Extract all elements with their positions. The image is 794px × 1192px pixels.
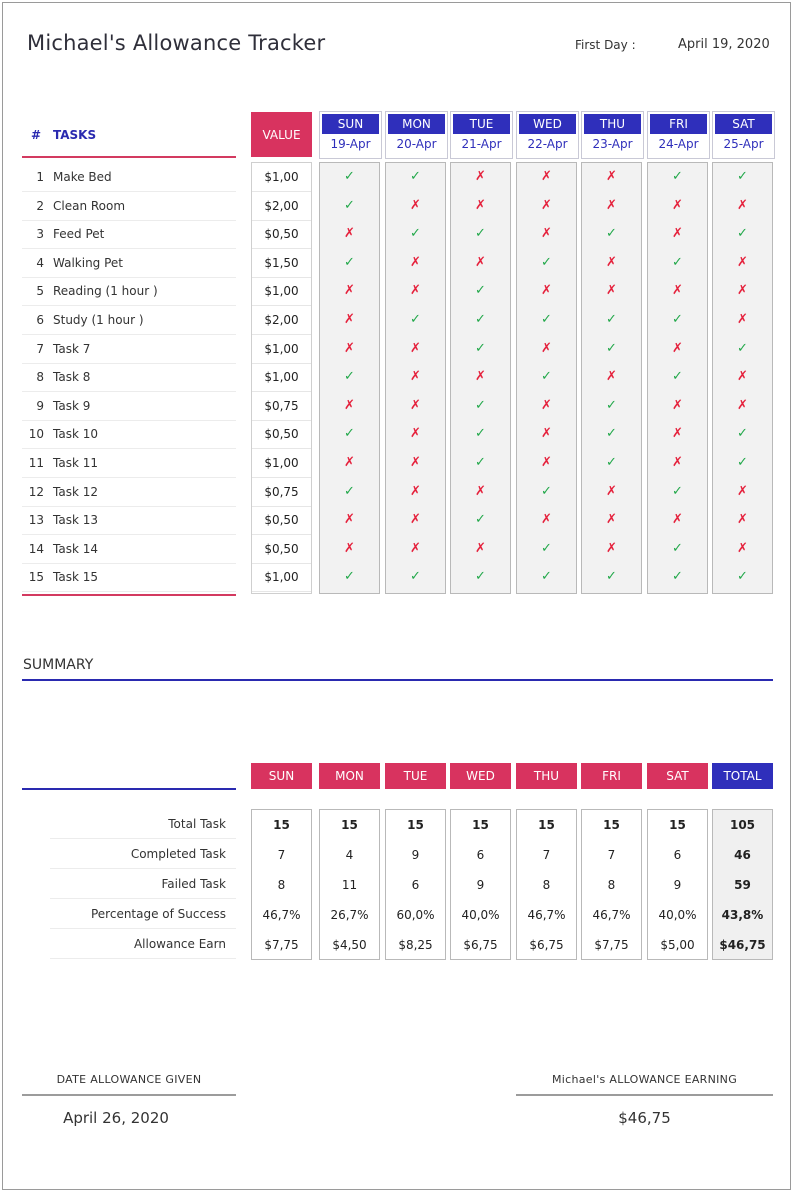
- summary-day-header: TUE: [385, 763, 446, 789]
- summary-day-column: [450, 809, 511, 960]
- check-mark-icon[interactable]: ✓: [410, 569, 421, 585]
- task-number-header: #: [31, 128, 42, 142]
- tasks-bottom-line: [22, 594, 236, 596]
- check-mark-icon[interactable]: ✓: [344, 569, 355, 585]
- check-mark-icon[interactable]: ✓: [344, 369, 355, 385]
- cross-mark-icon[interactable]: ✗: [606, 283, 617, 299]
- summary-cell: 15: [669, 818, 686, 832]
- summary-day-header: MON: [319, 763, 380, 789]
- check-mark-icon[interactable]: ✓: [475, 569, 486, 585]
- cross-mark-icon[interactable]: ✗: [475, 540, 486, 556]
- summary-cell: $46,75: [719, 938, 766, 952]
- task-value-cell[interactable]: $0,50: [252, 506, 311, 535]
- summary-cell: 7: [607, 848, 616, 862]
- check-mark-icon[interactable]: ✓: [606, 426, 617, 442]
- summary-row-label: Allowance Earn: [133, 937, 226, 951]
- task-number: 7: [36, 341, 44, 356]
- task-name[interactable]: Task 10: [53, 427, 98, 442]
- cross-mark-icon[interactable]: ✗: [737, 540, 748, 556]
- cross-mark-icon[interactable]: ✗: [737, 397, 748, 413]
- summary-day-header: FRI: [581, 763, 642, 789]
- summary-cell: 15: [472, 818, 489, 832]
- summary-cell: 40,0%: [461, 908, 500, 922]
- summary-row-label: Failed Task: [161, 877, 226, 891]
- day-date: 21-Apr: [461, 137, 502, 151]
- summary-cell: 6: [476, 848, 485, 862]
- task-value-cell[interactable]: $0,50: [252, 420, 311, 449]
- check-mark-icon[interactable]: ✓: [475, 340, 486, 356]
- task-name[interactable]: Task 11: [53, 456, 98, 470]
- date-allowance-given-label: DATE ALLOWANCE GIVEN: [56, 1073, 202, 1086]
- cross-mark-icon[interactable]: ✗: [672, 512, 683, 528]
- task-name[interactable]: Reading (1 hour ): [53, 284, 158, 299]
- cross-mark-icon[interactable]: ✗: [410, 254, 421, 270]
- cross-mark-icon[interactable]: ✗: [475, 254, 486, 270]
- summary-cell: 4: [345, 848, 354, 862]
- summary-cell: $7,75: [264, 938, 299, 952]
- summary-cell: 15: [603, 818, 620, 832]
- summary-day-column: [251, 809, 312, 960]
- task-value-cell[interactable]: $0,50: [252, 220, 311, 249]
- summary-day-column: [581, 809, 642, 960]
- check-mark-icon[interactable]: ✓: [737, 455, 748, 470]
- task-row: [22, 363, 236, 392]
- cross-mark-icon[interactable]: ✗: [541, 226, 552, 242]
- task-number: 10: [28, 427, 44, 442]
- summary-cell: 46,7%: [527, 908, 566, 922]
- cross-mark-icon[interactable]: ✗: [344, 455, 355, 470]
- summary-title: SUMMARY: [23, 657, 94, 673]
- day-date: 22-Apr: [527, 137, 568, 151]
- day-header: [450, 111, 513, 159]
- day-name: WED: [519, 114, 576, 134]
- cross-mark-icon[interactable]: ✗: [737, 283, 748, 299]
- task-value-cell[interactable]: $0,75: [252, 478, 311, 507]
- check-mark-icon[interactable]: ✓: [606, 397, 617, 413]
- allowance-earning-value: $46,75: [618, 1109, 671, 1127]
- cross-mark-icon[interactable]: ✗: [541, 340, 552, 356]
- day-name: SUN: [322, 114, 379, 134]
- task-row: [22, 392, 236, 421]
- check-mark-icon[interactable]: ✓: [606, 340, 617, 356]
- summary-cell: 15: [341, 818, 358, 832]
- check-mark-icon[interactable]: ✓: [344, 483, 355, 499]
- check-mark-icon[interactable]: ✓: [475, 226, 486, 242]
- earning-divider: [516, 1094, 773, 1096]
- check-mark-icon[interactable]: ✓: [672, 312, 683, 327]
- cross-mark-icon[interactable]: ✗: [672, 340, 683, 356]
- cross-mark-icon[interactable]: ✗: [410, 455, 421, 470]
- task-value-cell[interactable]: $0,75: [252, 392, 311, 421]
- check-mark-icon[interactable]: ✓: [672, 569, 683, 585]
- cross-mark-icon[interactable]: ✗: [672, 455, 683, 470]
- task-row: [22, 192, 236, 221]
- summary-day-column: [319, 809, 380, 960]
- task-row: [22, 535, 236, 564]
- day-date: 19-Apr: [330, 137, 371, 151]
- check-mark-icon[interactable]: ✓: [475, 426, 486, 442]
- day-name: MON: [388, 114, 445, 134]
- summary-day-header: SUN: [251, 763, 312, 789]
- summary-cell: 15: [538, 818, 555, 832]
- check-mark-icon[interactable]: ✓: [410, 226, 421, 242]
- task-name[interactable]: Task 7: [53, 341, 91, 356]
- day-header: [712, 111, 775, 159]
- summary-row-label: Percentage of Success: [90, 907, 226, 921]
- check-mark-icon[interactable]: ✓: [737, 426, 748, 442]
- cross-mark-icon[interactable]: ✗: [606, 540, 617, 556]
- cross-mark-icon[interactable]: ✗: [410, 426, 421, 442]
- cross-mark-icon[interactable]: ✗: [606, 169, 617, 184]
- cross-mark-icon[interactable]: ✗: [737, 512, 748, 528]
- task-row: [22, 420, 236, 449]
- task-row: [22, 449, 236, 478]
- summary-cell: 8: [542, 878, 551, 892]
- summary-cell: 7: [542, 848, 551, 862]
- day-name: THU: [584, 114, 641, 134]
- task-row: [22, 277, 236, 306]
- cross-mark-icon[interactable]: ✗: [606, 512, 617, 528]
- task-value-cell[interactable]: $1,00: [252, 363, 311, 392]
- summary-cell: $6,75: [529, 938, 564, 952]
- value-column: [251, 162, 312, 594]
- cross-mark-icon[interactable]: ✗: [541, 512, 552, 528]
- task-name[interactable]: Clean Room: [53, 198, 126, 213]
- check-mark-icon[interactable]: ✓: [344, 197, 355, 213]
- cross-mark-icon[interactable]: ✗: [410, 540, 421, 556]
- task-value-cell[interactable]: $1,00: [252, 335, 311, 364]
- task-number: 4: [36, 255, 44, 270]
- summary-cell: 26,7%: [330, 908, 369, 922]
- task-row: [22, 506, 236, 535]
- check-mark-icon[interactable]: ✓: [672, 369, 683, 385]
- cross-mark-icon[interactable]: ✗: [410, 283, 421, 299]
- task-number: 11: [28, 456, 44, 470]
- cross-mark-icon[interactable]: ✗: [541, 397, 552, 413]
- day-date: 24-Apr: [658, 137, 699, 151]
- day-header: [516, 111, 579, 159]
- tasks-header-underline: [22, 156, 236, 158]
- day-header: [319, 111, 382, 159]
- summary-cell: 9: [673, 878, 682, 892]
- check-mark-icon[interactable]: ✓: [475, 455, 486, 470]
- check-mark-icon[interactable]: ✓: [344, 254, 355, 270]
- check-mark-icon[interactable]: ✓: [672, 483, 683, 499]
- check-mark-icon[interactable]: ✓: [541, 540, 552, 556]
- check-mark-icon[interactable]: ✓: [737, 169, 748, 184]
- task-number: 3: [36, 227, 44, 242]
- task-name[interactable]: Task 13: [53, 513, 98, 528]
- cross-mark-icon[interactable]: ✗: [541, 283, 552, 299]
- day-date: 20-Apr: [396, 137, 437, 151]
- task-number: 5: [36, 284, 44, 299]
- summary-cell: 9: [476, 878, 485, 892]
- day-column: [581, 162, 642, 594]
- check-mark-icon[interactable]: ✓: [344, 426, 355, 442]
- cross-mark-icon[interactable]: ✗: [737, 254, 748, 270]
- task-name[interactable]: Task 9: [53, 398, 91, 413]
- check-mark-icon[interactable]: ✓: [672, 254, 683, 270]
- cross-mark-icon[interactable]: ✗: [672, 226, 683, 242]
- cross-mark-icon[interactable]: ✗: [475, 169, 486, 184]
- cross-mark-icon[interactable]: ✗: [344, 340, 355, 356]
- first-day-label: First Day :: [575, 38, 636, 52]
- day-column: [319, 162, 380, 594]
- task-name[interactable]: Make Bed: [53, 170, 112, 184]
- day-column: [712, 162, 773, 594]
- day-column: [385, 162, 446, 594]
- task-number: 6: [36, 313, 44, 327]
- check-mark-icon[interactable]: ✓: [672, 540, 683, 556]
- summary-cell: $5,00: [660, 938, 695, 952]
- cross-mark-icon[interactable]: ✗: [475, 483, 486, 499]
- check-mark-icon[interactable]: ✓: [344, 169, 355, 184]
- summary-row-label: Total Task: [168, 817, 226, 831]
- cross-mark-icon[interactable]: ✗: [737, 197, 748, 213]
- date-allowance-given-value[interactable]: April 26, 2020: [63, 1109, 169, 1127]
- day-name: SAT: [715, 114, 772, 134]
- task-value-cell[interactable]: $2,00: [252, 192, 311, 221]
- cross-mark-icon[interactable]: ✗: [737, 312, 748, 327]
- check-mark-icon[interactable]: ✓: [541, 569, 552, 585]
- check-mark-icon[interactable]: ✓: [475, 283, 486, 299]
- cross-mark-icon[interactable]: ✗: [672, 426, 683, 442]
- cross-mark-icon[interactable]: ✗: [344, 397, 355, 413]
- task-number: 9: [36, 398, 44, 413]
- first-day-value[interactable]: April 19, 2020: [678, 37, 770, 52]
- cross-mark-icon[interactable]: ✗: [410, 197, 421, 213]
- summary-cell: 60,0%: [396, 908, 435, 922]
- summary-day-column: [647, 809, 708, 960]
- task-number: 15: [28, 570, 44, 585]
- check-mark-icon[interactable]: ✓: [541, 483, 552, 499]
- task-name[interactable]: Task 8: [53, 370, 91, 385]
- check-mark-icon[interactable]: ✓: [672, 169, 683, 184]
- cross-mark-icon[interactable]: ✗: [606, 254, 617, 270]
- cross-mark-icon[interactable]: ✗: [606, 197, 617, 213]
- day-name: TUE: [453, 114, 510, 134]
- summary-day-header: SAT: [647, 763, 708, 789]
- summary-cell: $8,25: [398, 938, 433, 952]
- check-mark-icon[interactable]: ✓: [541, 254, 552, 270]
- summary-day-column: [516, 809, 577, 960]
- summary-cell: 59: [734, 878, 751, 892]
- cross-mark-icon[interactable]: ✗: [344, 540, 355, 556]
- day-date: 23-Apr: [592, 137, 633, 151]
- cross-mark-icon[interactable]: ✗: [475, 197, 486, 213]
- cross-mark-icon[interactable]: ✗: [475, 369, 486, 385]
- task-number: 13: [28, 513, 44, 528]
- check-mark-icon[interactable]: ✓: [410, 312, 421, 327]
- day-column: [516, 162, 577, 594]
- summary-cell: 6: [411, 878, 420, 892]
- summary-cell: 7: [277, 848, 286, 862]
- task-row: [22, 478, 236, 507]
- summary-cell: 8: [277, 878, 286, 892]
- task-value-cell[interactable]: $1,00: [252, 563, 311, 592]
- task-value-cell[interactable]: $1,00: [252, 277, 311, 306]
- task-number: 2: [36, 198, 44, 213]
- summary-day-header: WED: [450, 763, 511, 789]
- cross-mark-icon[interactable]: ✗: [410, 512, 421, 528]
- summary-cell: 46: [734, 848, 751, 862]
- cross-mark-icon[interactable]: ✗: [344, 283, 355, 299]
- day-header: [385, 111, 448, 159]
- summary-cell: 46,7%: [262, 908, 301, 922]
- check-mark-icon[interactable]: ✓: [410, 169, 421, 184]
- cross-mark-icon[interactable]: ✗: [541, 426, 552, 442]
- day-name: FRI: [650, 114, 707, 134]
- task-row: [22, 220, 236, 249]
- day-date: 25-Apr: [723, 137, 764, 151]
- cross-mark-icon[interactable]: ✗: [344, 512, 355, 528]
- task-number: 12: [28, 484, 44, 499]
- page-title: Michael's Allowance Tracker: [27, 31, 326, 55]
- task-number: 1: [36, 170, 44, 184]
- summary-cell: 105: [729, 818, 756, 832]
- summary-cell: 11: [341, 878, 358, 892]
- task-name[interactable]: Task 12: [53, 484, 98, 499]
- cross-mark-icon[interactable]: ✗: [737, 483, 748, 499]
- summary-row-label: Completed Task: [130, 847, 226, 861]
- summary-total-column: [712, 809, 773, 960]
- task-value-cell[interactable]: $1,50: [252, 249, 311, 278]
- check-mark-icon[interactable]: ✓: [541, 312, 552, 327]
- summary-row-separator: [50, 958, 236, 959]
- day-header: [581, 111, 644, 159]
- summary-cell: 40,0%: [658, 908, 697, 922]
- date-divider: [22, 1094, 236, 1096]
- summary-cell: 15: [273, 818, 290, 832]
- check-mark-icon[interactable]: ✓: [606, 312, 617, 327]
- cross-mark-icon[interactable]: ✗: [672, 397, 683, 413]
- task-row: [22, 249, 236, 278]
- check-mark-icon[interactable]: ✓: [475, 312, 486, 327]
- cross-mark-icon[interactable]: ✗: [672, 283, 683, 299]
- check-mark-icon[interactable]: ✓: [737, 226, 748, 242]
- task-row: [22, 335, 236, 364]
- task-row: [22, 163, 236, 192]
- summary-cell: $4,50: [332, 938, 367, 952]
- task-value-cell[interactable]: $2,00: [252, 306, 311, 335]
- summary-day-column: [385, 809, 446, 960]
- summary-total-header: TOTAL: [712, 763, 773, 789]
- cross-mark-icon[interactable]: ✗: [410, 369, 421, 385]
- task-name[interactable]: Study (1 hour ): [53, 313, 144, 327]
- allowance-earning-label: Michael's ALLOWANCE EARNING: [551, 1073, 738, 1086]
- check-mark-icon[interactable]: ✓: [475, 397, 486, 413]
- task-name[interactable]: Walking Pet: [53, 255, 124, 270]
- summary-label-divider: [22, 788, 236, 790]
- task-value-cell[interactable]: $1,00: [252, 163, 311, 192]
- summary-cell: 43,8%: [721, 908, 764, 922]
- cross-mark-icon[interactable]: ✗: [606, 483, 617, 499]
- task-value-cell[interactable]: $0,50: [252, 535, 311, 564]
- value-header: VALUE: [251, 112, 312, 157]
- summary-cell: 15: [407, 818, 424, 832]
- summary-day-header: THU: [516, 763, 577, 789]
- summary-cell: 9: [411, 848, 420, 862]
- task-name[interactable]: Task 15: [53, 570, 98, 585]
- check-mark-icon[interactable]: ✓: [606, 569, 617, 585]
- task-name[interactable]: Task 14: [53, 541, 98, 556]
- day-column: [647, 162, 708, 594]
- check-mark-icon[interactable]: ✓: [475, 512, 486, 528]
- summary-cell: 8: [607, 878, 616, 892]
- summary-cell: $7,75: [594, 938, 629, 952]
- check-mark-icon[interactable]: ✓: [541, 369, 552, 385]
- summary-cell: 46,7%: [592, 908, 631, 922]
- task-value-cell[interactable]: $1,00: [252, 449, 311, 478]
- task-row: [22, 563, 236, 592]
- cross-mark-icon[interactable]: ✗: [410, 340, 421, 356]
- task-row: [22, 306, 236, 335]
- check-mark-icon[interactable]: ✓: [737, 569, 748, 585]
- summary-divider: [22, 679, 773, 681]
- task-number: 8: [36, 370, 44, 385]
- cross-mark-icon[interactable]: ✗: [541, 455, 552, 470]
- task-number: 14: [28, 541, 44, 556]
- cross-mark-icon[interactable]: ✗: [344, 312, 355, 327]
- cross-mark-icon[interactable]: ✗: [344, 226, 355, 242]
- summary-cell: 6: [673, 848, 682, 862]
- cross-mark-icon[interactable]: ✗: [410, 397, 421, 413]
- tasks-header: TASKS: [53, 128, 97, 142]
- cross-mark-icon[interactable]: ✗: [606, 369, 617, 385]
- cross-mark-icon[interactable]: ✗: [410, 483, 421, 499]
- task-name[interactable]: Feed Pet: [53, 227, 105, 242]
- cross-mark-icon[interactable]: ✗: [541, 197, 552, 213]
- cross-mark-icon[interactable]: ✗: [737, 369, 748, 385]
- check-mark-icon[interactable]: ✓: [606, 226, 617, 242]
- cross-mark-icon[interactable]: ✗: [541, 169, 552, 184]
- check-mark-icon[interactable]: ✓: [737, 340, 748, 356]
- summary-cell: $6,75: [463, 938, 498, 952]
- check-mark-icon[interactable]: ✓: [606, 455, 617, 470]
- day-header: [647, 111, 710, 159]
- day-column: [450, 162, 511, 594]
- cross-mark-icon[interactable]: ✗: [672, 197, 683, 213]
